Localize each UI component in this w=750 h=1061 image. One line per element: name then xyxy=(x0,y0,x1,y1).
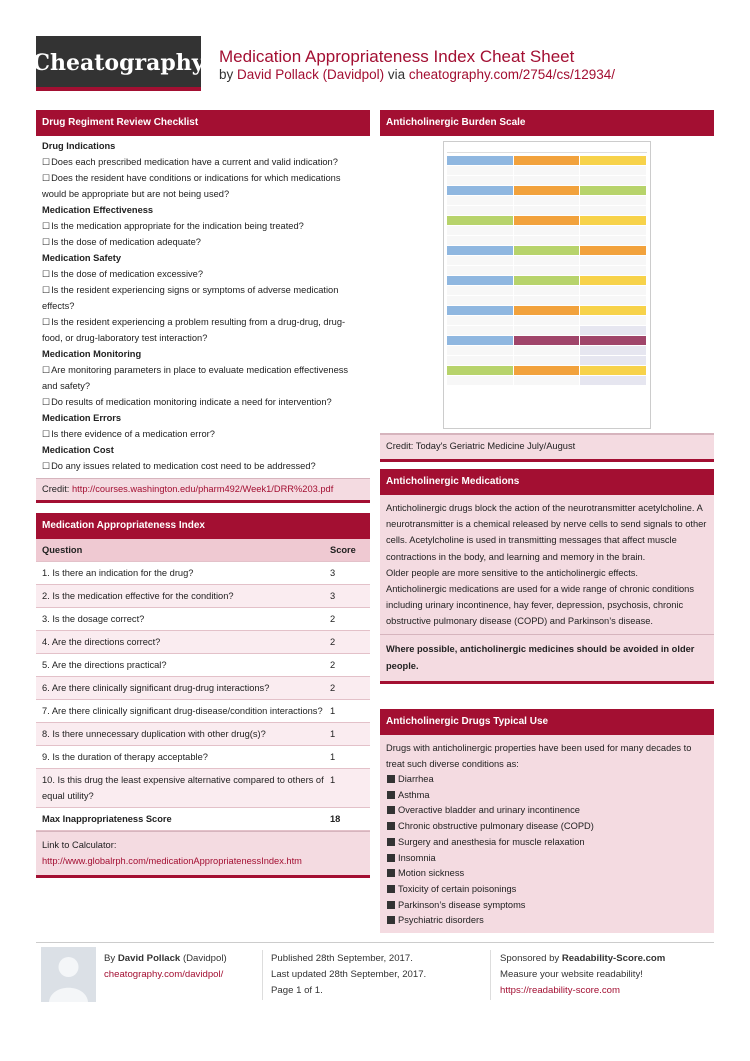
list-item: Surgery and anesthesia for muscle relaxation xyxy=(386,835,708,851)
footer-published: Published 28th September, 2017. xyxy=(271,953,413,964)
checklist-item: ☐ Is the dose of medication adequate? xyxy=(42,234,364,250)
mai-box xyxy=(36,513,370,878)
typical-use-box xyxy=(380,709,714,933)
mai-score: 2 xyxy=(330,631,370,654)
checklist-item: ☐ Is the resident experiencing a problem resulting from a drug-drug, drug-food, or drug-laboratory test interaction? xyxy=(42,314,364,346)
meds-note: Where possible, anticholinergic medicines should be avoided in older people. xyxy=(380,634,714,681)
footer-sponsor-prefix: Sponsored by xyxy=(500,953,560,964)
checklist-item: ☐ Are monitoring parameters in place to evaluate medication effectiveness and safety? xyxy=(42,362,364,394)
calculator-link[interactable]: http://www.globalrph.com/medicationAppropriatenessIndex.htm xyxy=(42,856,302,866)
mai-question: 7. Are there clinically significant drug-disease/condition interactions? xyxy=(42,706,323,716)
mai-score: 1 xyxy=(330,706,336,716)
table-row xyxy=(36,677,370,700)
checklist-heading: Medication Monitoring xyxy=(42,349,142,359)
sheet-url-link[interactable]: cheatography.com/2754/cs/12934/ xyxy=(408,67,616,82)
checklist-heading: Drug Indications xyxy=(42,141,116,151)
checklist-item: ☐ Does the resident have conditions or indications for which medications would be appropriate but are not being used? xyxy=(42,170,364,202)
list-item: Motion sickness xyxy=(386,866,708,882)
burden-title: Anticholinergic Burden Scale xyxy=(380,110,714,136)
list-item: Parkinson’s disease symptoms xyxy=(386,898,708,914)
typical-use-body xyxy=(380,735,714,933)
mai-question: 2. Is the medication effective for the condition? xyxy=(36,585,330,608)
table-row xyxy=(36,723,370,746)
footer-separator xyxy=(490,950,491,1000)
drug-review-body xyxy=(36,136,370,478)
mai-score: 2 xyxy=(330,677,370,700)
drug-review-box xyxy=(36,110,370,503)
footer-dates xyxy=(271,951,426,999)
byline-by: by xyxy=(219,67,234,82)
footer-divider xyxy=(36,942,714,943)
credit-label: Credit: xyxy=(42,484,70,494)
checklist-heading: Medication Safety xyxy=(42,253,122,263)
mai-header-row xyxy=(36,539,370,562)
list-item: Chronic obstructive pulmonary disease (COPD) xyxy=(386,819,708,835)
table-row xyxy=(36,700,370,723)
page-title: Medication Appropriateness Index Cheat Sheet xyxy=(219,47,575,66)
burden-credit: Credit: Today's Geriatric Medicine July/August xyxy=(380,434,714,459)
checklist-heading: Medication Effectiveness xyxy=(42,205,154,215)
mai-max-row xyxy=(36,808,370,831)
author-link[interactable]: David Pollack (Davidpol) xyxy=(237,67,385,82)
mai-col-question: Question xyxy=(36,539,330,562)
footer-by: By xyxy=(104,953,116,964)
footer-sponsor-link[interactable]: https://readability-score.com xyxy=(500,985,620,996)
mai-question: 3. Is the dosage correct? xyxy=(42,614,145,624)
mai-max-label: Max Inappropriateness Score xyxy=(42,814,172,824)
checklist-item: ☐ Is there evidence of a medication error? xyxy=(42,426,364,442)
burden-scale-table-image xyxy=(443,141,651,429)
mai-table xyxy=(36,539,370,831)
mai-score: 1 xyxy=(330,723,370,746)
credit-link[interactable]: http://courses.washington.edu/pharm492/Week1/DRR%203.pdf xyxy=(71,484,334,494)
footer-author-link[interactable]: cheatography.com/davidpol/ xyxy=(104,969,224,980)
list-item: Toxicity of certain poisonings xyxy=(386,882,708,898)
mai-max-value: 18 xyxy=(330,814,341,824)
mai-question: 9. Is the duration of therapy acceptable? xyxy=(42,752,208,762)
anticholinergic-meds-title: Anticholinergic Medications xyxy=(380,469,714,495)
drug-review-title: Drug Regiment Review Checklist xyxy=(36,110,370,136)
mai-col-score: Score xyxy=(330,539,370,562)
list-item: Insomnia xyxy=(386,851,708,867)
list-item: Psychiatric disorders xyxy=(386,913,708,929)
mai-link-block xyxy=(36,831,370,875)
checklist-item: ☐ Does each prescribed medication have a current and valid indication? xyxy=(42,154,364,170)
anticholinergic-meds-box xyxy=(380,469,714,684)
footer-sponsor xyxy=(500,951,665,999)
mai-score: 3 xyxy=(330,585,370,608)
byline xyxy=(219,67,615,82)
drug-review-credit xyxy=(36,478,370,500)
cheatography-logo[interactable]: Cheatography xyxy=(36,36,201,90)
checklist-item: ☐ Is the medication appropriate for the indication being treated? xyxy=(42,218,364,234)
table-row xyxy=(36,654,370,677)
checklist-item: ☐ Do any issues related to medication cost need to be addressed? xyxy=(42,458,364,474)
checklist-heading: Medication Cost xyxy=(42,445,114,455)
footer-sponsor-tagline: Measure your website readability! xyxy=(500,969,643,980)
checklist-item: ☐ Is the dose of medication excessive? xyxy=(42,266,364,282)
mai-question: 1. Is there an indication for the drug? xyxy=(42,568,194,578)
table-row xyxy=(36,585,370,608)
logo-underline xyxy=(36,87,201,91)
mai-question: 10. Is this drug the least expensive alternative compared to others of equal utility? xyxy=(36,769,330,808)
footer-author xyxy=(104,951,227,983)
meds-paragraph-3: Anticholinergic medications are used for a wide range of chronic conditions including urinary incontinence, hay fever, depression, psychosis, chronic obstructive pulmonary disease (COPD) and Parkinson’s disease. xyxy=(386,584,695,627)
anticholinergic-meds-body xyxy=(380,495,714,634)
author-avatar[interactable] xyxy=(41,947,96,1002)
list-item: Asthma xyxy=(386,788,708,804)
footer-author-handle: (Davidpol) xyxy=(182,953,227,964)
typical-use-title: Anticholinergic Drugs Typical Use xyxy=(380,709,714,735)
mai-score: 2 xyxy=(330,660,336,670)
avatar-placeholder-icon xyxy=(41,947,96,1002)
footer-author-name: David Pollack xyxy=(117,953,181,964)
mai-question: 4. Are the directions correct? xyxy=(36,631,330,654)
list-item: Diarrhea xyxy=(386,772,708,788)
burden-scale-image xyxy=(380,136,714,434)
mai-score: 1 xyxy=(330,752,336,762)
checklist-item: ☐ Do results of medication monitoring indicate a need for intervention? xyxy=(42,394,364,410)
mai-score: 1 xyxy=(330,769,370,808)
table-row xyxy=(36,746,370,769)
mai-question: 6. Are there clinically significant drug-drug interactions? xyxy=(36,677,330,700)
mai-link-label: Link to Calculator: xyxy=(42,840,117,850)
checklist-heading: Medication Errors xyxy=(42,413,122,423)
typical-use-intro: Drugs with anticholinergic properties have been used for many decades to treat such diverse conditions as: xyxy=(386,743,692,769)
burden-box xyxy=(380,110,714,462)
footer-updated: Last updated 28th September, 2017. xyxy=(271,969,427,980)
mai-score: 2 xyxy=(330,614,336,624)
table-row xyxy=(36,769,370,808)
table-row xyxy=(36,608,370,631)
mai-title: Medication Appropriateness Index xyxy=(36,513,370,539)
mai-score: 3 xyxy=(330,568,336,578)
footer-sponsor-name: Readability-Score.com xyxy=(561,953,666,964)
typical-use-list xyxy=(386,772,708,929)
meds-paragraph-1: Anticholinergic drugs block the action of the neurotransmitter acetylcholine. A neurotransmitter is a chemical released by nerve cells to send signals to other cells. Acetylcholine is used in transmitting messages that affect muscle contractions in the body, and learning and memory in the brain. xyxy=(386,503,707,562)
mai-question: 8. Is there unnecessary duplication with other drug(s)? xyxy=(36,723,330,746)
footer-page: Page 1 of 1. xyxy=(271,985,323,996)
byline-via: via xyxy=(387,67,406,82)
list-item: Overactive bladder and urinary incontinence xyxy=(386,803,708,819)
table-row xyxy=(36,631,370,654)
meds-paragraph-2: Older people are more sensitive to the anticholinergic effects. xyxy=(386,567,639,578)
checklist-item: ☐ Is the resident experiencing signs or symptoms of adverse medication effects? xyxy=(42,282,364,314)
footer-separator xyxy=(262,950,263,1000)
table-row xyxy=(36,562,370,585)
mai-question: 5. Are the directions practical? xyxy=(42,660,167,670)
